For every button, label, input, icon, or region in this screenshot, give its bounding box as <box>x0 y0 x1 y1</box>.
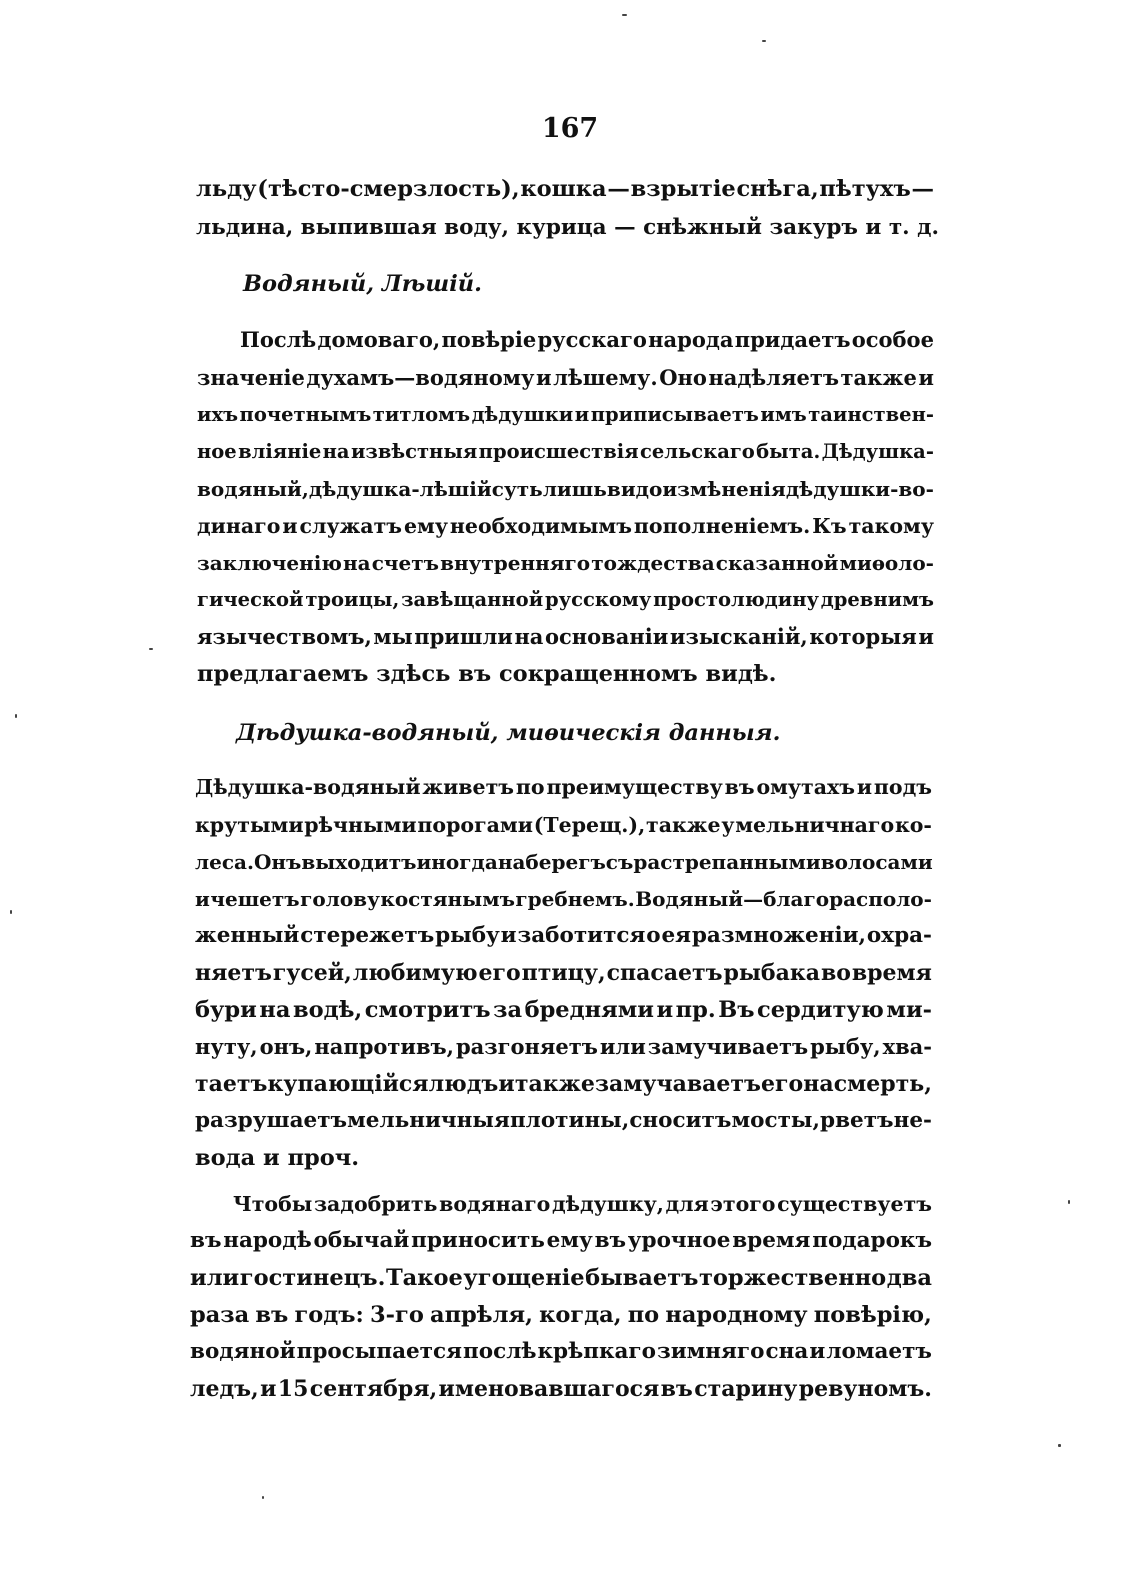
word: во <box>820 960 851 986</box>
word: пришли <box>414 624 513 649</box>
text-line <box>195 884 932 914</box>
word: также <box>646 813 721 837</box>
word: лишь <box>542 477 607 501</box>
word: русскаго <box>537 327 647 352</box>
word: Чтобы <box>233 1192 313 1216</box>
word: выходитъ <box>301 850 417 874</box>
word: древнимъ <box>820 588 934 611</box>
scan-speck <box>10 910 12 914</box>
word: дѣдушки <box>471 403 574 426</box>
text-line <box>197 363 934 393</box>
word: Оно <box>659 365 707 390</box>
word: Дѣдушка-водяный <box>195 775 421 799</box>
word: по <box>515 775 545 799</box>
word: мельничныя <box>347 1108 510 1133</box>
text-line <box>195 1032 932 1062</box>
word: (тѣсто-смерзлость), <box>257 176 520 202</box>
word: послѣ <box>463 1339 537 1364</box>
word: за <box>493 997 523 1023</box>
word: обычай <box>313 1228 410 1253</box>
text-line: вода и проч. <box>195 1145 360 1171</box>
word: сноситъ <box>629 1108 732 1133</box>
word: извѣстныя <box>350 440 478 463</box>
word: Такое <box>385 1265 463 1291</box>
word: съ <box>605 850 634 874</box>
word: Послѣ <box>240 327 317 352</box>
word: спасаетъ <box>606 960 723 986</box>
word: птицу, <box>521 960 606 986</box>
word: служатъ <box>299 514 403 538</box>
word: необходимымъ <box>449 514 632 538</box>
word: омутахъ <box>756 775 855 799</box>
word: два <box>886 1265 932 1291</box>
word: и <box>809 1339 826 1364</box>
scan-speck <box>15 714 17 718</box>
word: особое <box>851 327 934 352</box>
text-line <box>195 1106 932 1136</box>
text-line <box>196 174 934 204</box>
word: водѣ, <box>292 997 363 1023</box>
word: этого <box>710 1192 776 1216</box>
word: зимняго <box>656 1339 765 1364</box>
word: размноженіи, <box>691 923 867 948</box>
word: замучаваетъ <box>594 1071 761 1097</box>
word: повѣрію, <box>813 1302 932 1328</box>
word: приносить <box>411 1228 545 1253</box>
word: титломъ <box>372 403 471 426</box>
word: существуетъ <box>777 1192 932 1216</box>
word: мельничнаго <box>735 813 895 837</box>
word: счетъ <box>371 551 439 575</box>
word: не- <box>893 1108 932 1133</box>
word: рѣчными <box>304 813 417 837</box>
word: придаетъ <box>734 327 851 352</box>
word: значеніе <box>197 365 305 390</box>
page-number: 167 <box>541 113 599 144</box>
word: тождества <box>591 551 715 575</box>
word: подарокъ <box>812 1228 932 1253</box>
word: взрытіе <box>630 176 736 202</box>
word: время <box>732 1228 811 1253</box>
word: и <box>918 365 934 390</box>
scan-speck <box>762 40 766 42</box>
word: гостинецъ. <box>239 1265 386 1291</box>
scan-speck <box>622 14 627 16</box>
word: заключенію <box>197 551 342 575</box>
word: разрушаетъ <box>195 1108 348 1133</box>
word: въ <box>724 775 755 799</box>
word: — <box>911 176 934 202</box>
word: на <box>259 997 291 1023</box>
word: Къ <box>812 514 847 538</box>
word: пополненіемъ. <box>633 514 811 538</box>
word: плотины, <box>509 1108 630 1133</box>
text-line <box>190 1226 932 1256</box>
text-line <box>240 325 934 355</box>
word: (Терещ.), <box>533 813 646 837</box>
word: любимую <box>352 960 478 986</box>
word: водяный, <box>197 477 309 501</box>
word: его <box>478 960 521 986</box>
word: крутыми <box>195 813 304 837</box>
text-line <box>195 958 932 988</box>
word: женный <box>195 923 300 948</box>
word: дѣдушку, <box>551 1192 664 1216</box>
word: по <box>627 1302 660 1328</box>
text-line <box>197 437 934 467</box>
word: сердитую <box>757 997 884 1023</box>
word: — <box>607 176 630 202</box>
word: ное <box>197 440 237 463</box>
word: охра- <box>866 923 932 948</box>
word: видоизмѣненія <box>606 477 786 501</box>
word: иногда <box>416 850 498 874</box>
word: троицы, <box>305 588 400 611</box>
word: для <box>665 1192 709 1216</box>
word: почетнымъ <box>239 403 372 426</box>
word: въ <box>660 1376 693 1402</box>
word: угощеніе <box>463 1265 585 1291</box>
word: и <box>918 624 934 649</box>
word: Дѣдушка- <box>821 440 934 463</box>
word: рыбака <box>723 960 820 986</box>
word: костянымъ <box>380 887 515 911</box>
word: внутренняго <box>440 551 591 575</box>
word: просыпается <box>296 1339 462 1364</box>
word: мосты, <box>731 1108 820 1133</box>
word: на <box>803 1071 834 1097</box>
word: суть <box>491 477 543 501</box>
word: водянаго <box>439 1192 551 1216</box>
word: нуту, <box>195 1034 258 1059</box>
word: народа <box>648 327 734 352</box>
word: дѣдушка-лѣшій <box>308 477 492 501</box>
word: и <box>282 514 298 538</box>
word: 15 <box>277 1376 309 1402</box>
word: снѣга, <box>736 176 819 202</box>
word: мы <box>373 624 413 649</box>
word: урочное <box>627 1228 731 1253</box>
word: хва- <box>882 1034 932 1059</box>
word: людъ <box>428 1071 499 1097</box>
scan-speck <box>262 1496 264 1499</box>
word: ревуномъ. <box>798 1376 932 1402</box>
word: крѣпкаго <box>537 1339 656 1364</box>
text-line <box>195 810 932 840</box>
word: заботится <box>517 923 646 948</box>
word: народному <box>665 1302 808 1328</box>
word: волосами <box>820 850 933 874</box>
text-line: льдина, выпившая воду, курица — снѣжный закуръ и т. д. <box>196 215 939 240</box>
text-line <box>197 400 934 430</box>
text-line <box>195 847 932 877</box>
word: няетъ <box>195 960 272 986</box>
word: смерть, <box>833 1071 932 1097</box>
word: гребнемъ. <box>515 887 635 911</box>
word: на <box>514 624 544 649</box>
word: и <box>856 775 873 799</box>
word: напротивъ, <box>314 1034 454 1059</box>
word: гической <box>197 588 304 611</box>
word: леса. <box>195 850 254 874</box>
word: его <box>761 1071 804 1097</box>
text-line <box>190 1374 932 1404</box>
word: подъ <box>873 775 932 799</box>
word: таинствен- <box>808 403 934 426</box>
word: имъ <box>760 403 807 426</box>
word: гусей, <box>272 960 352 986</box>
text-line <box>195 772 932 802</box>
word: голову <box>300 887 380 911</box>
text-line <box>195 1069 932 1099</box>
word: и <box>574 403 590 426</box>
word: пр. <box>675 997 716 1023</box>
word: именовавшагося <box>438 1376 660 1402</box>
section-heading: Дѣдушка-водяный, миѳическія данныя. <box>236 720 781 746</box>
section-heading: Водяный, Лѣшій. <box>243 271 482 297</box>
word: и <box>195 887 210 911</box>
word: раза <box>190 1302 250 1328</box>
text-line <box>197 511 934 541</box>
word: ми- <box>886 997 932 1023</box>
word: Водяный—благорасполо- <box>635 887 932 911</box>
word: народѣ <box>223 1228 312 1253</box>
word: быта. <box>756 440 821 463</box>
word: духамъ—водяному <box>306 365 535 390</box>
word: рыбу <box>435 923 500 948</box>
word: Въ <box>718 997 755 1023</box>
word: въ <box>594 1228 627 1253</box>
word: на <box>322 440 350 463</box>
word: происшествія <box>478 440 639 463</box>
text-line <box>233 1189 932 1219</box>
word: когда, <box>539 1302 622 1328</box>
word: на <box>497 850 526 874</box>
word: или <box>190 1265 240 1291</box>
word: надѣляетъ <box>708 365 839 390</box>
word: сказанной <box>715 551 839 575</box>
text-line <box>195 921 932 951</box>
word: растрепанными <box>633 850 821 874</box>
word: онъ, <box>259 1034 313 1059</box>
word: и <box>260 1376 277 1402</box>
word: чешетъ <box>210 887 300 911</box>
word: водяной <box>190 1339 296 1364</box>
word: вліяніе <box>238 440 322 463</box>
word: бреднями <box>524 997 654 1023</box>
word: изысканій, <box>669 624 808 649</box>
word: льду <box>196 176 257 202</box>
word: приписываетъ <box>590 403 759 426</box>
word: апрѣля, <box>430 1302 533 1328</box>
text-line <box>190 1337 932 1367</box>
word: также <box>840 365 917 390</box>
word: и <box>536 365 552 390</box>
text-line <box>195 995 932 1025</box>
word: замучиваетъ <box>647 1034 809 1059</box>
word: такому <box>848 514 934 538</box>
word: стережетъ <box>300 923 435 948</box>
word: разгоняетъ <box>455 1034 598 1059</box>
word: повѣріе <box>441 327 537 352</box>
word: также <box>514 1071 595 1097</box>
text-line <box>197 622 934 652</box>
word: или <box>599 1034 646 1059</box>
word: ко- <box>894 813 932 837</box>
word: завѣщанной <box>401 588 544 611</box>
text-line <box>197 548 934 578</box>
word: задобрить <box>313 1192 438 1216</box>
text-line: предлагаемъ здѣсь въ сокращенномъ видѣ. <box>197 661 777 687</box>
word: динаго <box>197 514 281 538</box>
word: у <box>721 813 735 837</box>
word: ему <box>546 1228 593 1253</box>
word: въ <box>190 1228 222 1253</box>
text-line <box>197 585 934 615</box>
word: пѣтухъ <box>819 176 911 202</box>
word: ея <box>661 923 692 948</box>
word: сентября, <box>309 1376 438 1402</box>
word: живетъ <box>422 775 515 799</box>
word: простолюдину <box>653 588 819 611</box>
word: смотритъ <box>364 997 491 1023</box>
word: кошка <box>520 176 607 202</box>
word: язычествомъ, <box>197 624 372 649</box>
scan-speck <box>1068 1200 1070 1204</box>
word: рыбу, <box>810 1034 881 1059</box>
word: ледъ, <box>190 1376 259 1402</box>
word: и <box>500 923 517 948</box>
word: и <box>656 997 674 1023</box>
word: лѣшему. <box>553 365 658 390</box>
word: Онъ <box>253 850 302 874</box>
word: ему <box>403 514 448 538</box>
word: которыя <box>809 624 917 649</box>
text-line <box>190 1300 932 1330</box>
word: ихъ <box>197 403 239 426</box>
word: купающійся <box>267 1071 429 1097</box>
word: сельскаго <box>639 440 755 463</box>
text-line <box>197 474 934 504</box>
word: ломаетъ <box>826 1339 932 1364</box>
word: время <box>851 960 932 986</box>
word: бываетъ <box>585 1265 699 1291</box>
word: на <box>342 551 371 575</box>
word: дѣдушки-во- <box>785 477 934 501</box>
word: берегъ <box>525 850 606 874</box>
word: о <box>646 923 661 948</box>
word: миѳоло- <box>839 551 934 575</box>
word: основаніи <box>545 624 669 649</box>
word: домоваго, <box>317 327 441 352</box>
word: рветъ <box>820 1108 894 1133</box>
word: сна <box>765 1339 809 1364</box>
word: годъ: <box>294 1302 364 1328</box>
word: и <box>498 1071 515 1097</box>
word: порогами <box>417 813 533 837</box>
word: старину <box>694 1376 798 1402</box>
word: 3-го <box>370 1302 424 1328</box>
text-line <box>190 1263 932 1293</box>
word: въ <box>255 1302 289 1328</box>
word: преимуществу <box>546 775 723 799</box>
word: таетъ <box>195 1071 268 1097</box>
word: бури <box>195 997 257 1023</box>
scan-speck <box>1058 1444 1061 1447</box>
word: русскому <box>544 588 652 611</box>
word: торжественно <box>698 1265 887 1291</box>
scan-speck <box>149 648 153 650</box>
